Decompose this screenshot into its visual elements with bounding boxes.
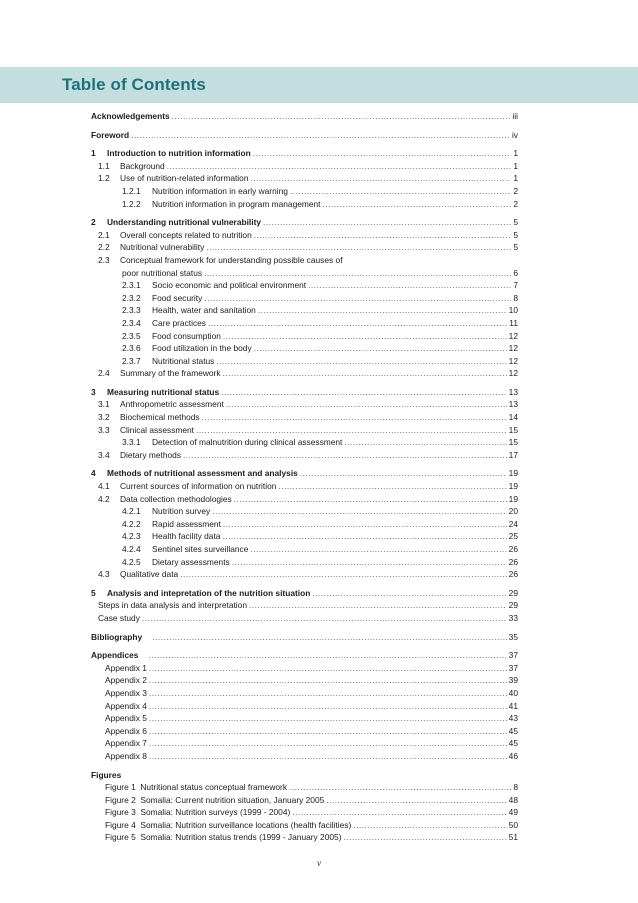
- entry-title: Food security: [152, 292, 203, 303]
- entry-title: Appendix 6: [105, 725, 147, 736]
- toc-entry[interactable]: [91, 518, 518, 531]
- entry-page: 29: [508, 600, 518, 611]
- dot-leader: [289, 781, 511, 794]
- dot-leader: [254, 342, 507, 355]
- dot-leader: [149, 687, 507, 700]
- dot-leader: [253, 147, 512, 160]
- entry-page: 26: [508, 544, 518, 554]
- entry-page: 41: [508, 700, 518, 711]
- entry-title: Overall concepts related to nutrition: [120, 229, 252, 240]
- entry-title: Figure 3 Somalia: Nutrition surveys (1999 - 2004): [105, 807, 291, 818]
- toc-entry[interactable]: [91, 367, 518, 380]
- entry-title: Understanding nutritional vulnerability: [107, 217, 262, 228]
- entry-title: Appendix 2: [105, 675, 147, 686]
- dot-leader: [149, 725, 507, 738]
- dot-leader: [208, 317, 507, 330]
- entry-page: 19: [508, 493, 518, 504]
- entry-title: Care practices: [152, 317, 206, 328]
- dot-leader: [249, 599, 507, 612]
- dot-leader: [326, 794, 506, 807]
- entry-page: 2: [513, 185, 518, 196]
- entry-title: Background: [120, 160, 165, 171]
- entry-page: 17: [508, 449, 518, 460]
- entry-number: 2.3.3: [122, 305, 141, 316]
- toc-entry[interactable]: [91, 292, 518, 305]
- entry-number: 2.1: [98, 229, 110, 240]
- dot-leader: [204, 267, 511, 280]
- entry-title: Dietary methods: [120, 449, 181, 460]
- toc-entry[interactable]: [91, 160, 518, 173]
- toc-entry[interactable]: [91, 530, 518, 543]
- entry-page: 50: [508, 819, 518, 830]
- entry-page: 19: [508, 468, 518, 479]
- entry-title: Clinical assessment: [120, 424, 195, 435]
- entry-title: Anthropometric assessment: [120, 399, 224, 410]
- entry-title: Figure 2 Somalia: Current nutrition situation, January 2005: [105, 794, 325, 805]
- toc-entry[interactable]: [91, 700, 518, 713]
- entry-number: 1.2.1: [122, 185, 141, 196]
- toc-entry[interactable]: [91, 304, 518, 317]
- entry-title: Nutrition information in program management: [152, 198, 321, 209]
- toc-entry[interactable]: [91, 674, 518, 687]
- entry-number: 4.2.1: [122, 506, 141, 517]
- entry-title: Detection of malnutrition during clinical assessment: [152, 437, 343, 448]
- entry-number: 2.3.2: [122, 292, 141, 303]
- toc-entry[interactable]: [91, 317, 518, 330]
- toc-section-2: [91, 216, 518, 380]
- entry-page: 13: [508, 399, 518, 410]
- figures-heading: Figures: [91, 769, 122, 780]
- toc-entry[interactable]: [91, 543, 518, 556]
- dot-leader: [149, 662, 507, 675]
- toc-entry-section-5[interactable]: [91, 587, 518, 600]
- entry-number: 4.2.4: [122, 544, 141, 554]
- dot-leader: [149, 712, 507, 725]
- dot-leader: [278, 480, 506, 493]
- entry-title: Conceptual framework for understanding possible causes of: [120, 254, 343, 265]
- dot-leader: [254, 229, 512, 242]
- entry-page: 12: [508, 355, 518, 366]
- entry-title: Data collection methodologies: [120, 493, 232, 504]
- toc-entry[interactable]: [91, 831, 518, 844]
- toc-entry-section-1[interactable]: [91, 147, 518, 160]
- entry-page: iii: [512, 111, 518, 121]
- dot-leader: [300, 467, 507, 480]
- entry-title: Dietary assessments: [152, 556, 230, 567]
- entry-title: Introduction to nutrition information: [107, 148, 251, 159]
- entry-page: 33: [508, 612, 518, 623]
- entry-title: Appendix 8: [105, 750, 147, 761]
- entry-title: Appendix 7: [105, 738, 147, 749]
- toc-entry-foreword[interactable]: [91, 129, 518, 142]
- dot-leader: [308, 279, 511, 292]
- toc-entry[interactable]: [91, 172, 518, 185]
- toc-entry-2-3-continued[interactable]: [91, 267, 518, 280]
- entry-title: Sentinel sites surveillance: [152, 544, 249, 554]
- entry-title: Appendix 1: [105, 662, 147, 673]
- dot-leader: [216, 355, 506, 368]
- entry-page: 11: [509, 317, 518, 328]
- entry-page: 2: [513, 198, 518, 209]
- toc-entry[interactable]: [91, 725, 518, 738]
- entry-title: Health facility data: [152, 531, 221, 542]
- dot-leader: [258, 304, 507, 317]
- dot-leader: [344, 436, 506, 449]
- entry-title: Nutrition survey: [152, 506, 211, 517]
- entry-page: 37: [508, 650, 518, 661]
- entry-page: 39: [508, 675, 518, 686]
- toc-entry[interactable]: [91, 355, 518, 368]
- entry-title: Acknowledgements: [91, 111, 170, 121]
- toc-section-figures: [91, 769, 518, 845]
- entry-title: Rapid assessment: [152, 518, 221, 529]
- toc-entry-2-3[interactable]: [91, 254, 518, 267]
- dot-leader: [312, 587, 506, 600]
- entry-title: Health, water and sanitation: [152, 305, 256, 316]
- entry-page: 8: [513, 782, 518, 793]
- entry-number: 4.1: [98, 481, 110, 492]
- toc-entry[interactable]: [91, 342, 518, 355]
- entry-page: 5: [513, 217, 518, 228]
- dot-leader: [131, 129, 510, 142]
- toc-entry-bibliography[interactable]: [91, 631, 518, 644]
- dot-leader: [234, 493, 507, 506]
- dot-leader: [142, 612, 507, 625]
- entry-number: 3.1: [98, 399, 110, 410]
- entry-number: 2.3.4: [122, 317, 141, 328]
- entry-title: Nutritional status: [152, 355, 215, 366]
- toc-entry[interactable]: [91, 241, 518, 254]
- toc-entry[interactable]: [91, 750, 518, 763]
- toc-entry[interactable]: [91, 185, 518, 198]
- entry-title: Current sources of information on nutrition: [120, 481, 277, 492]
- dot-leader: [172, 110, 511, 123]
- dot-leader: [180, 568, 506, 581]
- toc-entry-appendices[interactable]: [91, 649, 518, 662]
- entry-title: Bibliography: [91, 631, 143, 642]
- entry-title: Methods of nutritional assessment and analysis: [107, 468, 298, 479]
- entry-title: Food consumption: [152, 330, 221, 341]
- dot-leader: [196, 424, 507, 437]
- entry-title: Steps in data analysis and interpretation: [98, 600, 247, 611]
- toc-entry[interactable]: [91, 662, 518, 675]
- entry-page: 1: [513, 160, 518, 171]
- entry-page: 5: [513, 242, 518, 253]
- dot-leader: [292, 806, 506, 819]
- entry-title: Measuring nutritional status: [107, 386, 220, 397]
- entry-title: Case study: [98, 612, 140, 623]
- dot-leader: [223, 518, 507, 531]
- entry-title: Socio economic and political environment: [152, 280, 307, 291]
- title-banner: [0, 67, 638, 103]
- page-title: Table of Contents: [62, 75, 206, 94]
- toc-section-3: [91, 386, 518, 462]
- toc-entry-section-3[interactable]: [91, 386, 518, 399]
- toc-entry[interactable]: [91, 493, 518, 506]
- entry-title: Appendix 4: [105, 700, 147, 711]
- entry-title: Nutrition information in early warning: [152, 185, 288, 196]
- toc-entry[interactable]: [91, 449, 518, 462]
- entry-number: 2.3.1: [122, 280, 141, 291]
- dot-leader: [232, 556, 507, 569]
- dot-leader: [183, 449, 507, 462]
- toc-entry[interactable]: [91, 806, 518, 819]
- toc-entry[interactable]: [91, 781, 518, 794]
- entry-title: Food utilization in the body: [152, 343, 252, 354]
- entry-number: 2: [91, 217, 96, 228]
- dot-leader: [149, 750, 507, 763]
- toc-entry[interactable]: [91, 330, 518, 343]
- dot-leader: [204, 292, 511, 305]
- dot-leader: [290, 185, 511, 198]
- entry-page: 43: [508, 713, 518, 724]
- entry-page: 51: [508, 832, 518, 843]
- toc-entry[interactable]: [91, 505, 518, 518]
- entry-page: 49: [508, 807, 518, 818]
- toc-section-5: [91, 587, 518, 625]
- entry-title: Figure 5 Somalia: Nutrition status trends (1999 - January 2005): [105, 832, 342, 843]
- entry-page: 14: [508, 412, 518, 423]
- entry-page: 37: [508, 662, 518, 673]
- dot-leader: [343, 831, 506, 844]
- entry-number: 4: [91, 468, 96, 479]
- entry-page: 24: [508, 518, 518, 529]
- entry-number: 3.2: [98, 412, 110, 423]
- entry-page: 12: [508, 343, 518, 354]
- entry-page: 40: [508, 687, 518, 698]
- entry-page: 29: [508, 587, 518, 598]
- entry-number: 2.2: [98, 242, 110, 253]
- dot-leader: [167, 160, 512, 173]
- entry-number: 4.2.2: [122, 518, 141, 529]
- entry-number: 3: [91, 386, 96, 397]
- entry-number: 4.2.3: [122, 531, 141, 542]
- dot-leader: [223, 367, 507, 380]
- entry-title: Nutritional vulnerability: [120, 242, 205, 253]
- entry-title: Appendices: [91, 650, 139, 661]
- dot-leader: [152, 631, 506, 644]
- entry-number: 1.1: [98, 160, 110, 171]
- entry-page: iv: [511, 129, 518, 140]
- dot-leader: [263, 216, 511, 229]
- entry-number: 4.2.5: [122, 556, 141, 567]
- toc-entry[interactable]: [91, 687, 518, 700]
- dot-leader: [202, 411, 507, 424]
- dot-leader: [223, 330, 507, 343]
- entry-title: Appendix 3: [105, 687, 147, 698]
- entry-page: 12: [508, 368, 518, 379]
- entry-page: 45: [508, 738, 518, 749]
- dot-leader: [149, 674, 507, 687]
- entry-number: 2.3.5: [122, 330, 141, 341]
- dot-leader: [222, 530, 506, 543]
- dot-leader: [323, 198, 512, 211]
- entry-number: 4.2: [98, 493, 110, 504]
- entry-number: 4.3: [98, 569, 110, 580]
- toc-entry[interactable]: [91, 737, 518, 750]
- toc-entry[interactable]: [91, 229, 518, 242]
- toc-entry[interactable]: [91, 279, 518, 292]
- entry-number: 1.2: [98, 173, 110, 184]
- dot-leader: [212, 505, 506, 518]
- entry-title: Figure 1 Nutritional status conceptual framework: [105, 782, 288, 793]
- toc-entry[interactable]: [91, 424, 518, 437]
- entry-page: 45: [508, 725, 518, 736]
- toc-section-1: [91, 147, 518, 210]
- dot-leader: [353, 819, 506, 832]
- entry-number: 2.3.7: [122, 355, 141, 366]
- dot-leader: [221, 386, 507, 399]
- entry-page: 25: [508, 531, 518, 542]
- dot-leader: [226, 398, 507, 411]
- toc-entry-section-4[interactable]: [91, 467, 518, 480]
- toc-entry-section-2[interactable]: [91, 216, 518, 229]
- entry-title: Qualitative data: [120, 569, 179, 580]
- toc-entry[interactable]: [91, 819, 518, 832]
- entry-title: Summary of the framework: [120, 368, 221, 379]
- entry-page: 7: [513, 280, 518, 291]
- entry-title: Biochemical methods: [120, 412, 200, 423]
- entry-page: 6: [513, 267, 518, 278]
- entry-number: 2.3: [98, 254, 110, 265]
- dot-leader: [206, 241, 511, 254]
- toc-entry[interactable]: [91, 198, 518, 211]
- entry-title: Analysis and intepretation of the nutrition situation: [107, 587, 311, 598]
- dot-leader: [148, 649, 506, 662]
- page-number: v: [317, 858, 321, 868]
- toc-entry[interactable]: [91, 411, 518, 424]
- entry-page: 48: [508, 794, 518, 805]
- dot-leader: [149, 700, 507, 713]
- toc-entry[interactable]: [91, 794, 518, 807]
- toc-entry[interactable]: [91, 599, 518, 612]
- toc-entry[interactable]: [91, 556, 518, 569]
- entry-number: 5: [91, 587, 96, 598]
- entry-number: 2.3.6: [122, 343, 141, 354]
- dot-leader: [250, 172, 511, 185]
- entry-page: 5: [513, 229, 518, 240]
- toc-section-appendices: [91, 649, 518, 762]
- entry-page: 46: [508, 750, 518, 761]
- entry-number: 3.3.1: [122, 437, 141, 448]
- dot-leader: [250, 543, 506, 556]
- entry-title-continued: poor nutritional status: [122, 267, 203, 278]
- toc-entry-acknowledgements[interactable]: [91, 110, 518, 123]
- entry-title: Figure 4 Somalia: Nutrition surveillance locations (health facilities): [105, 819, 352, 830]
- entry-page: 15: [508, 424, 518, 435]
- toc-section-4: [91, 467, 518, 580]
- entry-page: 20: [508, 506, 518, 517]
- entry-number: 1.2.2: [122, 198, 141, 209]
- toc-entry[interactable]: [91, 712, 518, 725]
- entry-number: 2.4: [98, 368, 110, 379]
- entry-number: 3.3: [98, 424, 110, 435]
- entry-page: 15: [508, 437, 518, 448]
- toc-entry[interactable]: [91, 612, 518, 625]
- table-of-contents: [91, 110, 518, 844]
- entry-title: Use of nutrition-related information: [120, 173, 249, 184]
- entry-title: Foreword: [91, 129, 130, 140]
- entry-number: 1: [91, 148, 96, 159]
- toc-entry[interactable]: [91, 568, 518, 581]
- entry-page: 10: [508, 305, 518, 316]
- entry-number: 3.4: [98, 449, 110, 460]
- entry-page: 1: [513, 148, 518, 159]
- toc-entry[interactable]: [91, 398, 518, 411]
- entry-page: 1: [513, 173, 518, 184]
- entry-page: 13: [508, 386, 518, 397]
- entry-page: 8: [513, 292, 518, 303]
- entry-page: 12: [508, 330, 518, 341]
- entry-page: 26: [508, 556, 518, 567]
- toc-entry[interactable]: [91, 436, 518, 449]
- toc-entry[interactable]: [91, 480, 518, 493]
- entry-title: Appendix 5: [105, 713, 147, 724]
- entry-page: 26: [508, 569, 518, 580]
- dot-leader: [149, 737, 507, 750]
- entry-page: 19: [508, 481, 518, 492]
- entry-page: 35: [508, 631, 518, 642]
